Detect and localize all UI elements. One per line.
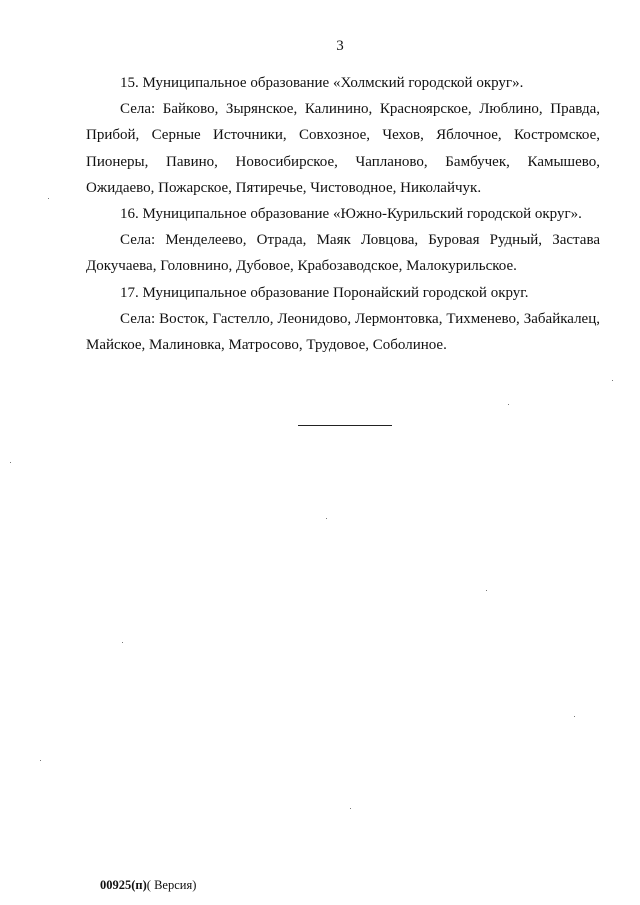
section-16-heading: 16. Муниципальное образование «Южно-Курильский городской округ». <box>120 206 582 223</box>
section-15-heading: 15. Муниципальное образование «Холмский городской округ». <box>120 75 524 91</box>
document-code: 00925(п) <box>100 878 147 892</box>
scan-noise <box>612 380 613 381</box>
scan-noise <box>326 518 327 519</box>
scan-noise <box>350 808 351 809</box>
section-15-villages: Села: Байково, Зырянское, Калинино, Красноярское, Люблино, Правда, Прибой, Серные Источники, Совхозное, Чехов, Яблочное, Костромское, Пионеры, Павино, Новосибирское, Чапланово, Бамбучек, Камышево, Ожидаево, Пожарское, Пятиречье, Чистоводное, Николайчук. <box>86 101 600 196</box>
footer <box>100 878 196 893</box>
section-17-heading: 17. Муниципальное образование Поронайский городской округ. <box>120 284 529 301</box>
section-17-villages: Села: Восток, Гастелло, Леонидово, Лермонтовка, Тихменево, Забайкалец, Майское, Малиновка, Матросово, Трудовое, Соболиное. <box>86 310 600 354</box>
document-body <box>86 70 600 358</box>
scan-noise <box>486 590 487 591</box>
document-version: ( Версия) <box>146 878 197 892</box>
scan-noise <box>48 198 49 199</box>
scan-noise <box>574 716 575 717</box>
scan-noise <box>40 760 41 761</box>
end-separator-line <box>298 425 392 426</box>
section-16-villages: Села: Менделеево, Отрада, Маяк Ловцова, Буровая Рудный, Застава Докучаева, Головнино, Дубовое, Крабозаводское, Малокурильское. <box>86 232 600 275</box>
page-number: 3 <box>336 38 344 54</box>
scan-noise <box>122 642 123 643</box>
scan-noise <box>10 462 11 463</box>
scan-noise <box>508 404 509 405</box>
